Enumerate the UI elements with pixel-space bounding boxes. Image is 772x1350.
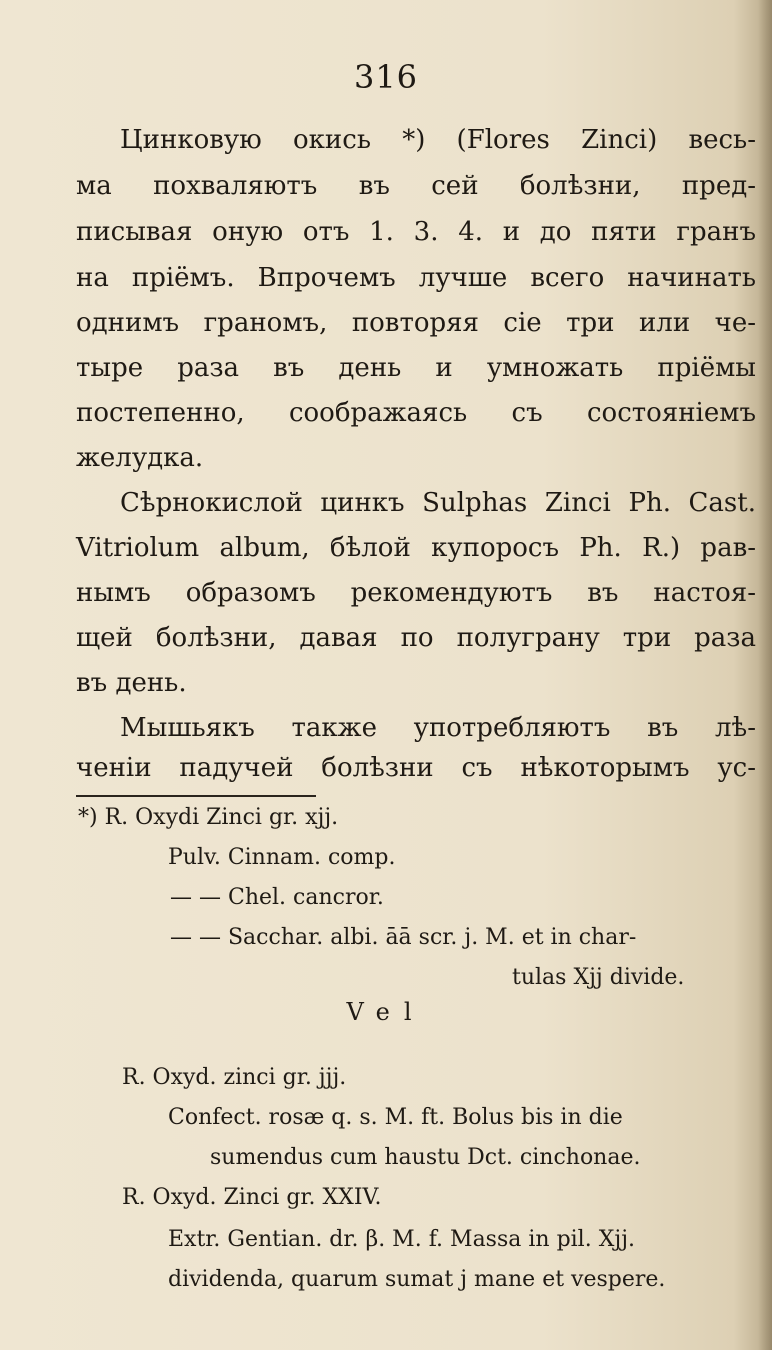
text-line: Vitriolum album, бѣлой купоросъ Ph. R.) рав-	[76, 533, 756, 563]
text-line: писывая оную отъ 1. 3. 4. и до пяти гранъ	[76, 217, 756, 247]
text-line: въ день.	[76, 668, 187, 698]
page-edge-shadow	[758, 0, 772, 1350]
text-line: ма похваляютъ въ сей болѣзни, пред-	[76, 171, 756, 201]
text-line: Сѣрнокислой цинкъ Sulphas Zinci Ph. Cast.	[120, 488, 756, 518]
text-line: постепенно, соображаясь съ состояніемъ	[76, 398, 756, 428]
text-line: щей болѣзни, давая по полуграну три раза	[76, 623, 756, 653]
footnote-line: tulas Xjj divide.	[512, 965, 685, 990]
footnote-rule	[76, 795, 316, 797]
text-line: Цинковую окись *) (Flores Zinci) весь-	[120, 125, 756, 155]
recipe-line: R. Oxyd. Zinci gr. XXIV.	[122, 1185, 382, 1210]
text-line: нымъ образомъ рекомендуютъ въ настоя-	[76, 578, 756, 608]
text-line: Мышьякъ также употребляютъ въ лѣ-	[120, 713, 756, 743]
recipe-line: dividenda, quarum sumat j mane et vespere.	[168, 1267, 666, 1292]
text-line: ченіи падучей болѣзни съ нѣкоторымъ ус-	[76, 753, 756, 783]
recipe-line: sumendus cum haustu Dct. cinchonae.	[210, 1145, 641, 1170]
text-line: желудка.	[76, 443, 204, 473]
footnote-line: — — Sacchar. albi. āā scr. j. M. et in char-	[170, 925, 637, 950]
page-number: 316	[353, 58, 419, 96]
recipe-line: R. Oxyd. zinci gr. jjj.	[122, 1065, 347, 1090]
recipe-line: Extr. Gentian. dr. β. M. f. Massa in pil. Xjj.	[168, 1227, 636, 1252]
footnote-line: *) R. Oxydi Zinci gr. xjj.	[78, 805, 339, 830]
text-line: на пріёмъ. Впрочемъ лучше всего начинать	[76, 263, 756, 293]
vel-separator: Vel	[346, 998, 426, 1026]
text-line: однимъ граномъ, повторяя сіе три или че-	[76, 308, 756, 338]
footnote-line: Pulv. Cinnam. comp.	[168, 845, 396, 870]
recipe-line: Confect. rosæ q. s. M. ft. Bolus bis in die	[168, 1105, 623, 1130]
footnote-line: — — Chel. cancror.	[170, 885, 384, 910]
text-line: тыре раза въ день и умножать пріёмы	[76, 353, 756, 383]
